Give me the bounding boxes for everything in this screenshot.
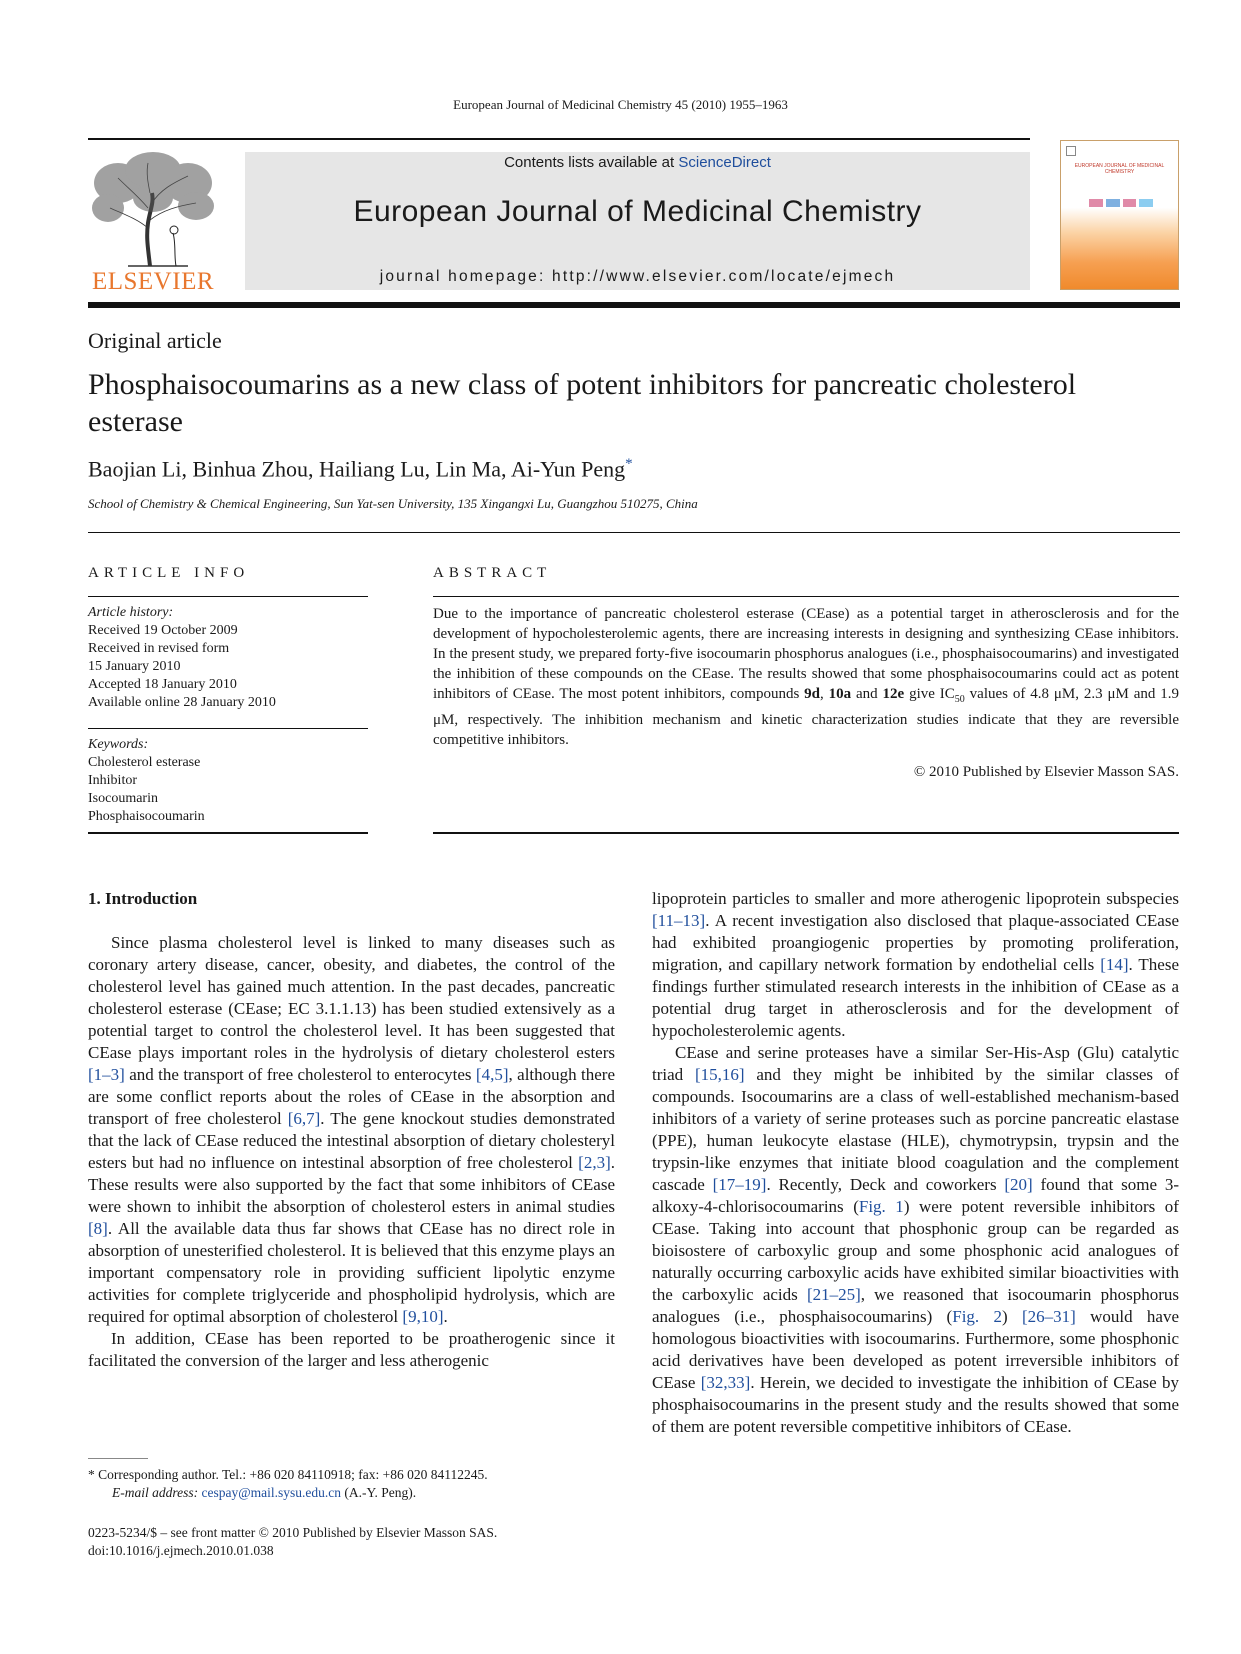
section-heading-introduction: 1. Introduction [88, 889, 198, 908]
cover-graphic [1089, 199, 1153, 207]
corresponding-author-note: * Corresponding author. Tel.: +86 020 84110918; fax: +86 020 84112245. [88, 1467, 488, 1482]
running-head: European Journal of Medicinal Chemistry 45 (2010) 1955–1963 [453, 97, 788, 112]
email-line [88, 1484, 618, 1502]
history-item: Accepted 18 January 2010 [88, 677, 237, 692]
paragraph: Since plasma cholesterol level is linked to many diseases such as coronary artery disease, cancer, obesity, and diabetes, the control of the cholesterol level has gained much attention. In the past decades, pancreatic cholesterol esterase (CEase; EC 3.1.1.13) has been studied extensively as a potential target to control the cholesterol level. It has been suggested that CEase plays important roles in the hydrolysis of dietary cholesterol esters [1–3] and the transport of free cholesterol to enterocytes [4,5], although there are some conflict reports about the roles of CEase in the absorption and transport of free cholesterol [6,7]. The gene knockout studies demonstrated that the lack of CEase reduced the intestinal absorption of dietary cholesteryl esters but had no influence on intestinal absorption of free cholesterol [2,3]. These results were also supported by the fact that some inhibitors of CEase were shown to inhibit the absorption of cholesterol esters in animal studies [8]. All the available data thus far shows that CEase has no direct role in absorption of unesterified cholesterol. It is believed that this enzyme plays an important compensatory role in providing sufficient lipolytic enzyme activities for complete triglyceride and phospholipid hydrolysis, which are required for optimal absorption of cholesterol [9,10]. [88, 933, 616, 1326]
authors-text: Baojian Li, Binhua Zhou, Hailiang Lu, Lin Ma, Ai-Yun Peng [88, 456, 626, 482]
header-rule [88, 138, 1030, 140]
info-top-rule [88, 532, 1180, 533]
contents-line [245, 152, 1030, 171]
front-matter [88, 1524, 688, 1560]
body-column-right [652, 888, 1179, 1438]
email-suffix: (A.-Y. Peng). [341, 1485, 417, 1500]
history-divider [88, 728, 368, 729]
elsevier-wordmark: ELSEVIER [91, 268, 215, 295]
article-title: Phosphaisocoumarins as a new class of potent inhibitors for pancreatic cholesterol esterase [88, 368, 1077, 438]
affiliation: School of Chemistry & Chemical Engineering, Sun Yat-sen University, 135 Xingangxi Lu, Guangzhou 510275, China [88, 496, 698, 511]
abstract-heading: ABSTRACT [433, 565, 552, 581]
body-column-left [88, 932, 615, 1372]
keyword-item: Inhibitor [88, 773, 137, 788]
article-type: Original article [88, 328, 222, 353]
author-list [88, 456, 633, 482]
corresponding-author-mark[interactable]: * [625, 456, 633, 472]
keyword-item: Isocoumarin [88, 791, 158, 806]
abstract-rule [433, 596, 1179, 597]
history-item: Received 19 October 2009 [88, 623, 238, 638]
article-history [88, 604, 368, 712]
paragraph: lipoprotein particles to smaller and more atherogenic lipoprotein subspecies [11–13]. A recent investigation also disclosed that plaque-associated CEase had exhibited proangiogenic properties by promoting proliferation, migration, and capillary network formation by endothelial cells [14]. These findings further stimulated research interests in the inhibition of CEase as a potential drug target in atherosclerosis and for the development of hypocholesterolemic agents. [652, 889, 1179, 1040]
keywords [88, 736, 368, 826]
keywords-label: Keywords: [88, 737, 149, 752]
issn-line: 0223-5234/$ – see front matter © 2010 Published by Elsevier Masson SAS. [88, 1525, 498, 1540]
abstract-bottom-rule [433, 832, 1179, 834]
abstract-copyright: © 2010 Published by Elsevier Masson SAS. [913, 764, 1179, 780]
history-item: 15 January 2010 [88, 659, 181, 674]
paragraph: In addition, CEase has been reported to be proatherogenic since it facilitated the conversion of the larger and less atherogenic [88, 1329, 615, 1370]
info-rule [88, 596, 368, 597]
paragraph: CEase and serine proteases have a similar Ser-His-Asp (Glu) catalytic triad [15,16] and they might be inhibited by the similar classes of compounds. Isocoumarins are a class of well-established mechanism-based inhibitors of a variety of serine proteases such as porcine pancreatic elastase (PPE), human leukocyte elastase (HLE), chymotrypsin, trypsin and the trypsin-like enzymes that initiate blood coagulation and the complement cascade [17–19]. Recently, Deck and coworkers [20] found that some 3-alkoxy-4-chlorisocoumarins (Fig. 1) were potent reversible inhibitors of CEase. Taking into account that phosphonic group can be regarded as bioisostere of carboxylic group and some phosphonic acid analogues of naturally occurring carboxylic acids have exhibited similar bioactivities with the carboxylic acids [21–25], we reasoned that isocoumarin phosphorus analogues (i.e., phosphaisocoumarins) (Fig. 2) [26–31] would have homologous bioactivities with isocoumarins. Furthermore, some phosphonic acid derivatives have been developed as potent irreversible inhibitors of CEase [32,33]. Herein, we decided to investigate the inhibition of CEase by phosphaisocoumarins in the present study and the results showed that some of them are potent reversible competitive inhibitors of CEase. [652, 1043, 1180, 1436]
masthead-rule [88, 302, 1180, 308]
sciencedirect-link[interactable]: ScienceDirect [678, 154, 771, 171]
email-label: E-mail address: [112, 1485, 202, 1500]
article-info-heading: ARTICLE INFO [88, 565, 250, 581]
abstract-text: Due to the importance of pancreatic cholesterol esterase (CEase) as a potential target in atherosclerosis and for the development of hypocholesterolemic agents, there are increasing interests in designing and synthesizing CEase inhibitors. In the present study, we prepared forty-five isocoumarin phosphorus analogues (i.e., phosphaisocoumarins) and investigated the inhibition of these compounds on the CEase. The results showed that some phosphaisocoumarins could act as potent inhibitors of CEase. The most potent inhibitors, compounds 9d, 10a and 12e give $IC_{50}$ values of 4.8 μM, 2.3 μM and 1.9 μM, respectively. The inhibition mechanism and kinetic characterization studies indicate that they are reversible competitive inhibitors. [433, 606, 1179, 748]
contents-prefix: Contents lists available at [504, 154, 679, 171]
journal-homepage[interactable]: journal homepage: http://www.elsevier.com/locate/ejmech [379, 268, 896, 285]
journal-cover-thumbnail [1060, 140, 1179, 290]
journal-title: European Journal of Medicinal Chemistry [353, 195, 922, 228]
email-link[interactable]: cespay@mail.sysu.edu.cn [201, 1485, 342, 1500]
history-label: Article history: [88, 605, 174, 620]
cover-logo-icon [1066, 146, 1076, 156]
history-item: Received in revised form [88, 641, 230, 656]
history-item: Available online 28 January 2010 [88, 695, 276, 710]
footnote [88, 1466, 618, 1502]
info-bottom-rule [88, 832, 368, 834]
doi[interactable]: doi:10.1016/j.ejmech.2010.01.038 [88, 1543, 274, 1558]
cover-title: EUROPEAN JOURNAL OF MEDICINAL CHEMISTRY [1074, 163, 1165, 175]
footnote-rule [88, 1458, 148, 1459]
keyword-item: Phosphaisocoumarin [88, 809, 205, 824]
keyword-item: Cholesterol esterase [88, 755, 201, 770]
